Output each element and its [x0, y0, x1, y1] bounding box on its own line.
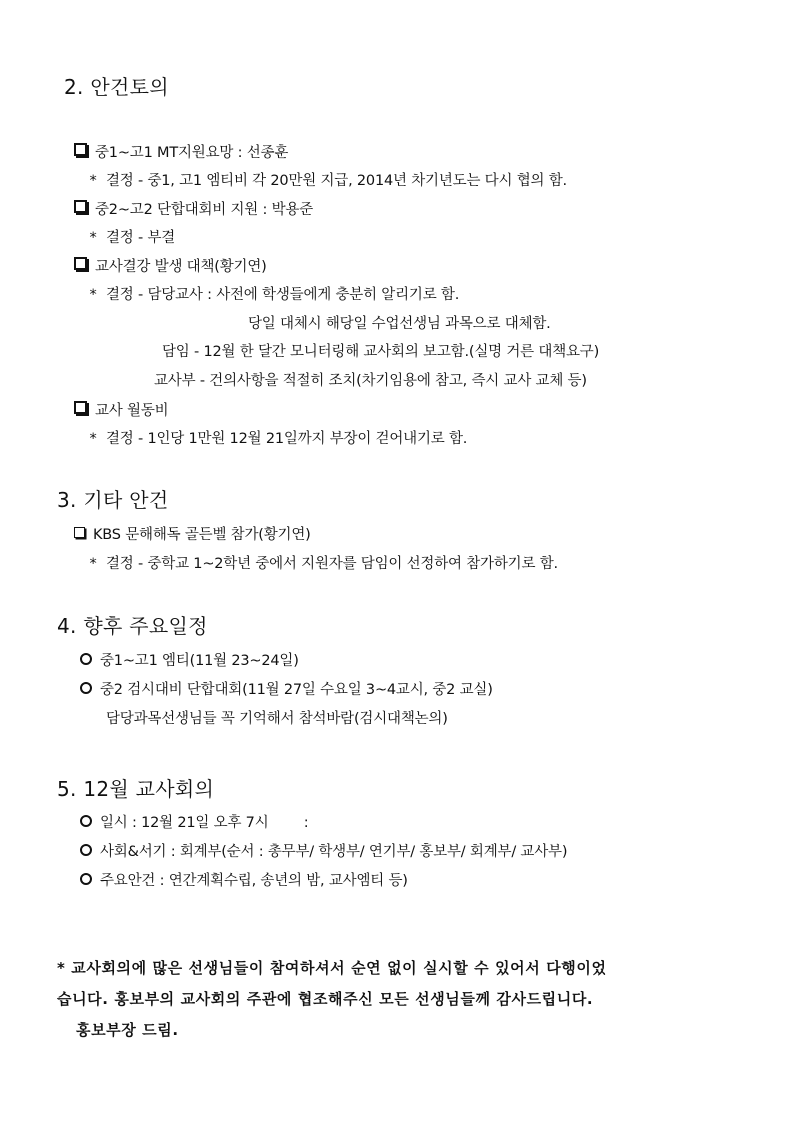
section-2-heading: 2. 안건토의 [64, 75, 169, 99]
meeting-item-1-text: 일시 : 12월 21일 오후 7시 : [100, 815, 309, 831]
section-4-heading: 4. 향후 주요일정 [57, 614, 208, 638]
checkbox-icon [74, 200, 87, 213]
closing-line-1: * 교사회의에 많은 선생님들이 참여하셔서 순연 없이 실시할 수 있어서 다행이었 [57, 959, 607, 977]
asterisk-icon: * [89, 287, 97, 303]
agenda-item-3-label: 교사결강 발생 대책(황기연) [95, 259, 267, 275]
meeting-item-2-text: 사회&서기 : 회계부(순서 : 총무부/ 학생부/ 연기부/ 홍보부/ 회계부/ 교사부) [100, 844, 568, 860]
decision-text: 결정 - 중1, 고1 엠티비 각 20만원 지급, 2014년 차기년도는 다시 협의 함. [106, 173, 567, 189]
asterisk-icon: * [89, 556, 97, 572]
agenda-item-4 [74, 401, 168, 420]
agenda-item-3-extra-3: 교사부 - 건의사항을 적절히 조치(차기임용에 참고, 즉시 교사 교체 등) [154, 373, 587, 389]
agenda-item-2-label: 중2~고2 단합대회비 지원 : 박용준 [95, 202, 314, 218]
circle-bullet-icon [80, 682, 92, 694]
agenda-item-3-extra-2: 담임 - 12월 한 달간 모니터링해 교사회의 보고함.(실명 거른 대책요구) [162, 344, 600, 360]
closing-line-2: 습니다. 홍보부의 교사회의 주관에 협조해주신 모든 선생님들께 감사드립니다. [57, 990, 594, 1008]
circle-bullet-icon [80, 844, 92, 856]
section-5-heading: 5. 12월 교사회의 [57, 777, 215, 801]
agenda-item-4-label: 교사 월동비 [95, 403, 169, 419]
checkbox-icon [74, 257, 87, 270]
agenda-item-1-label: 중1~고1 MT지원요망 : 선종훈 [95, 145, 289, 161]
meeting-item-3 [80, 872, 408, 890]
other-item-1-label: KBS 문해해독 골든벨 참가(황기연) [93, 527, 311, 543]
agenda-item-3-extra-1: 당일 대체시 해당일 수업선생님 과목으로 대체함. [248, 316, 551, 332]
schedule-note: 담당과목선생님들 꼭 기억해서 참석바람(검시대책논의) [106, 711, 448, 727]
closing-signature: 홍보부장 드림. [76, 1021, 179, 1039]
other-item-1-decision [86, 555, 558, 573]
asterisk-icon: * [89, 173, 97, 189]
checkbox-icon [74, 401, 87, 414]
schedule-item-1-text: 중1~고1 엠티(11월 23~24일) [100, 653, 299, 669]
circle-bullet-icon [80, 815, 92, 827]
agenda-item-2 [74, 200, 313, 219]
asterisk-icon: * [89, 431, 97, 447]
other-item-1 [74, 526, 311, 544]
decision-text: 결정 - 담당교사 : 사전에 학생들에게 충분히 알리기로 함. [106, 287, 460, 303]
schedule-item-2 [80, 681, 493, 699]
asterisk-icon: * [89, 230, 97, 246]
agenda-item-2-decision [86, 229, 175, 247]
decision-text: 결정 - 부결 [106, 230, 176, 246]
decision-text: 결정 - 중학교 1~2학년 중에서 지원자를 담임이 선정하여 참가하기로 함. [106, 556, 558, 572]
circle-bullet-icon [80, 873, 92, 885]
section-3-heading: 3. 기타 안건 [57, 488, 169, 512]
meeting-item-1 [80, 814, 308, 832]
meeting-item-3-text: 주요안건 : 연간계획수립, 송년의 밤, 교사엠티 등) [100, 873, 408, 889]
agenda-item-1-decision [86, 172, 567, 190]
decision-text: 결정 - 1인당 1만원 12월 21일까지 부장이 걷어내기로 함. [106, 431, 468, 447]
checkbox-icon [74, 143, 87, 156]
schedule-item-1 [80, 652, 299, 670]
meeting-item-2 [80, 843, 567, 861]
circle-bullet-icon [80, 653, 92, 665]
agenda-item-1 [74, 143, 288, 162]
checkbox-icon [74, 527, 85, 538]
agenda-item-3 [74, 257, 267, 276]
agenda-item-4-decision [86, 430, 467, 448]
agenda-item-3-decision [86, 286, 459, 304]
schedule-item-2-text: 중2 검시대비 단합대회(11월 27일 수요일 3~4교시, 중2 교실) [100, 682, 493, 698]
